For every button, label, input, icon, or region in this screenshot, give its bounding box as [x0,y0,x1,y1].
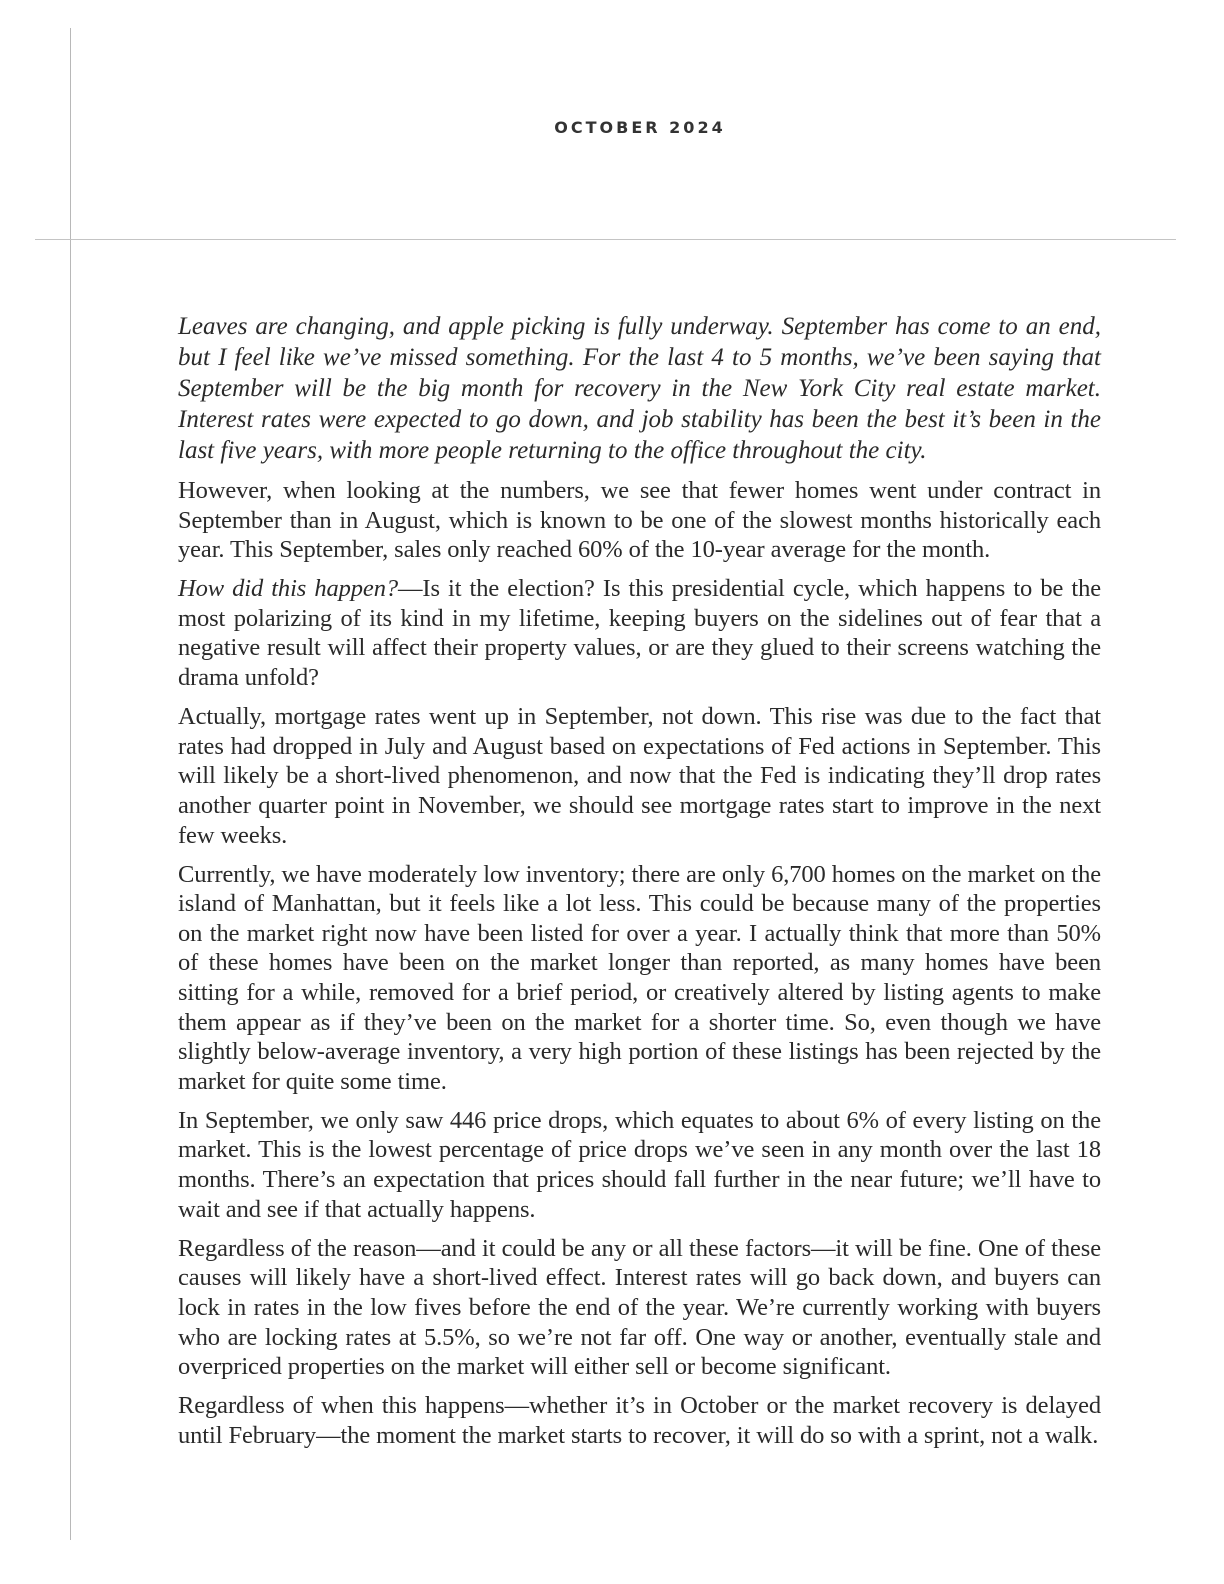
paragraph: However, when looking at the numbers, we see that fewer homes went under contract in September than in August, which is known to be one of the slowest months historically each year. This September, sales only reached 60% of the 10-year average for the month. [178,477,1101,564]
paragraph: Regardless of when this happens—whether it’s in October or the market recovery is delayed until February—the moment the market starts to recover, it will do so with a sprint, not a walk. [178,1392,1101,1449]
paragraph-text: —Is it the election? Is this presidential cycle, which happens to be the most polarizing of its kind in my lifetime, keeping buyers on the sidelines out of fear that a negative result will affect their property values, or are they glued to their screens watching the drama unfold? [178,575,1101,692]
paragraph: In September, we only saw 446 price drops, which equates to about 6% of every listing on the market. This is the lowest percentage of price drops we’ve seen in any month over the last 18 months. There’s an expectation that prices should fall further in the near future; we’ll have to wait and see if that actually happens. [178,1106,1101,1223]
paragraph [178,574,1101,692]
horizontal-rule [35,239,1176,240]
vertical-rule [70,28,71,1540]
article-body [178,311,1101,1460]
paragraph: Regardless of the reason—and it could be any or all these factors—it will be fine. One of these causes will likely have a short-lived effect. Interest rates will go back down, and buyers can lock in rates in the low fives before the end of the year. We’re currently working with buyers who are locking rates at 5.5%, so we’re not far off. One way or another, eventually stale and overpriced properties on the market will either sell or become significant. [178,1234,1101,1381]
intro-paragraph: Leaves are changing, and apple picking is fully underway. September has come to an end, but I feel like we’ve missed something. For the last 4 to 5 months, we’ve been saying that September will be the big month for recovery in the New York City real estate market. Interest rates were expected to go down, and job stability has been the best it’s been in the last five years, with more people returning to the office throughout the city. [178,313,1101,464]
issue-date: OCTOBER 2024 [554,118,726,137]
paragraph: Currently, we have moderately low inventory; there are only 6,700 homes on the market on the island of Manhattan, but it feels like a lot less. This could be because many of the properties on the market right now have been listed for over a year. I actually think that more than 50% of these homes have been on the market longer than reported, as many homes have been sitting for a while, removed for a brief period, or creatively altered by listing agents to make them appear as if they’ve been on the market for a shorter time. So, even though we have slightly below-average inventory, a very high portion of these listings has been rejected by the market for quite some time. [178,860,1101,1095]
paragraph-lead: How did this happen? [178,575,399,603]
paragraph: Actually, mortgage rates went up in September, not down. This rise was due to the fact that rates had dropped in July and August based on expectations of Fed actions in September. This will likely be a short-lived phenomenon, and now that the Fed is indicating they’ll drop rates another quarter point in November, we should see mortgage rates start to improve in the next few weeks. [178,703,1101,849]
